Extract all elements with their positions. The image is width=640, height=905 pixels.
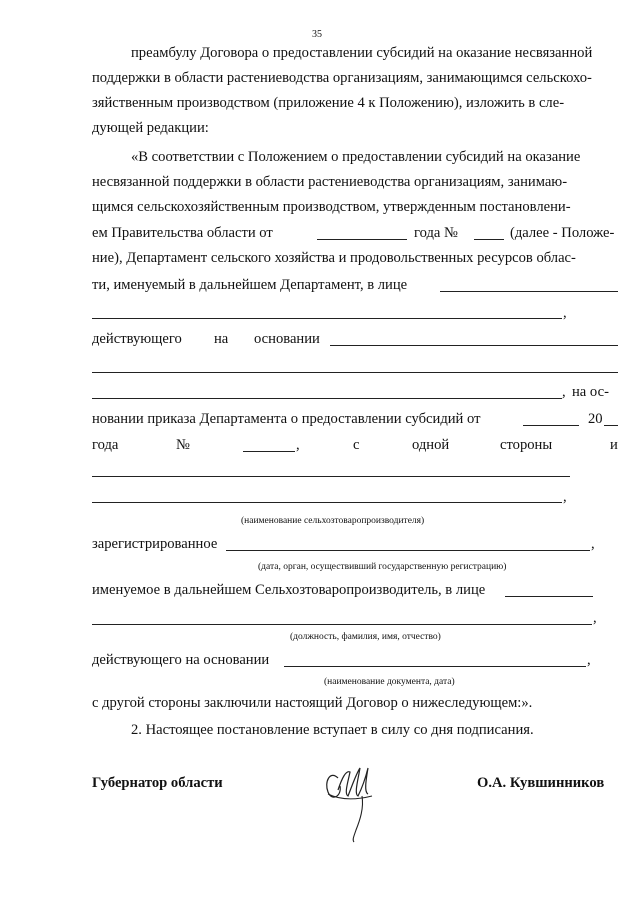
blank-order-date-line xyxy=(523,425,579,426)
blank-number-line xyxy=(474,239,504,240)
paragraph-line: действующего xyxy=(92,331,182,347)
paragraph-line: № xyxy=(176,437,190,453)
paragraph-line: преамбулу Договора о предоставлении субсидий на оказание несвязанной xyxy=(131,45,593,61)
blank-producer-line xyxy=(92,502,562,503)
paragraph-line: (далее - Положе- xyxy=(510,225,615,241)
paragraph-line: с xyxy=(353,437,360,453)
paragraph-line: основании xyxy=(254,331,320,347)
paragraph-line: года xyxy=(92,437,119,453)
paragraph-line: ние), Департамент сельского хозяйства и продовольственных ресурсов облас- xyxy=(92,250,576,266)
caption-document: (наименование документа, дата) xyxy=(324,677,455,687)
paragraph-line: с другой стороны заключили настоящий Договор о нижеследующем:». xyxy=(92,695,533,711)
paragraph-line: на xyxy=(214,331,229,347)
signatory-name: О.А. Кувшинников xyxy=(477,775,605,791)
blank-order-number-line xyxy=(243,451,295,452)
paragraph-line: несвязанной поддержки в области растениеводства организациям, занимаю- xyxy=(92,174,568,190)
punctuation: , xyxy=(593,610,597,626)
paragraph-line: дующей редакции: xyxy=(92,120,209,136)
signatory-title: Губернатор области xyxy=(92,775,223,791)
blank-registration-line xyxy=(226,550,590,551)
paragraph-line: и xyxy=(610,437,618,453)
caption-position: (должность, фамилия, имя, отчество) xyxy=(290,632,441,642)
blank-representative-line xyxy=(440,291,618,292)
paragraph-line: на ос- xyxy=(572,384,609,400)
blank-line xyxy=(92,398,562,399)
paragraph-line: зяйственным производством (приложение 4 к Положению), изложить в сле- xyxy=(92,95,565,111)
caption-producer-name: (наименование сельхозтоваропроизводителя) xyxy=(241,516,425,526)
page-number: 35 xyxy=(312,29,322,40)
blank-position-line xyxy=(92,624,592,625)
blank-line xyxy=(92,318,562,319)
blank-line xyxy=(92,476,570,477)
paragraph-line: ем Правительства области от xyxy=(92,225,273,241)
blank-date-line xyxy=(317,239,407,240)
paragraph-line: «В соответствии с Положением о предоставлении субсидий на оказание xyxy=(131,149,581,165)
paragraph-line: зарегистрированное xyxy=(92,536,218,552)
paragraph-line: года № xyxy=(414,225,458,241)
paragraph-line: стороны xyxy=(500,437,553,453)
caption-registration: (дата, орган, осуществивший государственную регистрацию) xyxy=(258,562,507,572)
blank-representative-line xyxy=(505,596,593,597)
paragraph-line: 20 xyxy=(588,411,603,427)
punctuation: , xyxy=(563,489,567,505)
punctuation: , xyxy=(587,652,591,668)
paragraph-line: одной xyxy=(412,437,450,453)
blank-document-line xyxy=(284,666,586,667)
paragraph-line: ти, именуемый в дальнейшем Департамент, в лице xyxy=(92,277,408,293)
handwritten-signature xyxy=(320,756,390,846)
punctuation: , xyxy=(563,305,567,321)
punctuation: , xyxy=(562,384,566,400)
paragraph-line: 2. Настоящее постановление вступает в силу со дня подписания. xyxy=(131,722,534,738)
blank-year-line xyxy=(604,425,618,426)
punctuation: , xyxy=(591,536,595,552)
blank-basis-line xyxy=(330,345,618,346)
paragraph-line: новании приказа Департамента о предоставлении субсидий от xyxy=(92,411,481,427)
punctuation: , xyxy=(296,437,300,453)
blank-line xyxy=(92,372,618,373)
paragraph-line: именуемое в дальнейшем Сельхозтоваропроизводитель, в лице xyxy=(92,582,486,598)
paragraph-line: действующего на основании xyxy=(92,652,270,668)
paragraph-line: поддержки в области растениеводства организациям, занимающимся сельскохо- xyxy=(92,70,592,86)
paragraph-line: щимся сельскохозяйственным производством, утвержденным постановлени- xyxy=(92,199,571,215)
